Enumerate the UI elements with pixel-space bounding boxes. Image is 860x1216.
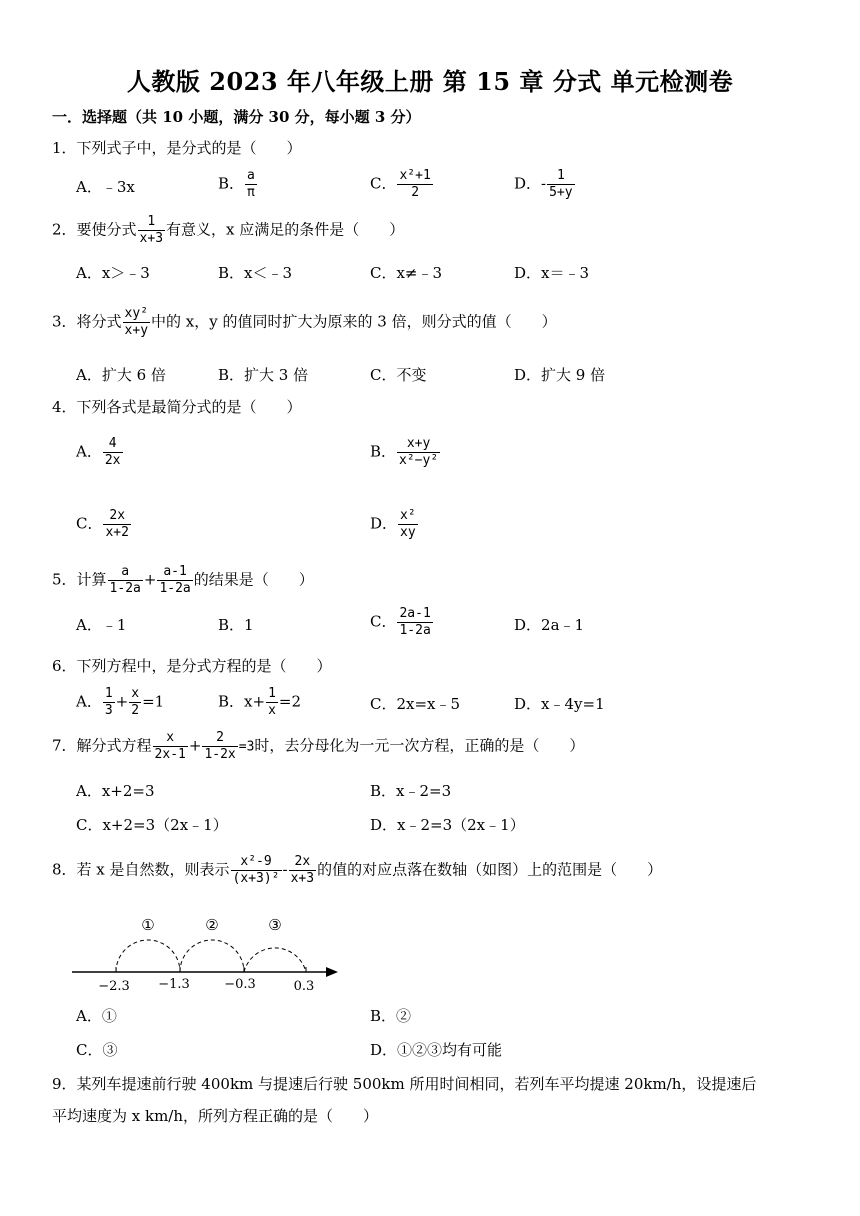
q5-option-c: C． $\frac{2a-1}{1-2a}$: [370, 606, 431, 638]
question-2-stem: 2．要使分式 $\frac{1}{x+3}$ 有意义，x 应满足的条件是（ ）: [52, 214, 405, 246]
q6-option-a: A． $\frac{1}{3}$ + $\frac{x}{2}$ =1: [76, 686, 165, 718]
q8-option-d: D．①②③均有可能: [370, 1041, 503, 1059]
question-4-stem: 4．下列各式是最简分式的是（ ）: [52, 398, 302, 416]
tick-label: −0.3: [224, 977, 256, 992]
region-arc-3: [244, 948, 306, 972]
q7-option-c: C．x+2=3（2x﹣1）: [76, 816, 228, 834]
q3-option-c: C．不变: [370, 366, 427, 384]
question-9-line-2: 平均速度为 x km/h，所列方程正确的是（ ）: [52, 1107, 379, 1125]
question-5-stem: 5．计算 $\frac{a}{1-2a}$ + $\frac{a-1}{1-2a}$ 的结果是（ ）: [52, 564, 314, 596]
q8-option-b: B．②: [370, 1007, 412, 1025]
q2-option-a: A．x＞﹣3: [76, 264, 150, 282]
q4-option-b: B． $\frac{x+y}{\text{x²−y²}}$: [370, 436, 439, 468]
q4-option-c: C． $\frac{2x}{x+2}$: [76, 508, 129, 540]
question-7-stem: 7．解分式方程 $\frac{x}{2x-1}$ + $\frac{2}{1-2x}$ =3时，去分母化为一元一次方程，正确的是（ ）: [52, 730, 585, 762]
q1-option-c: C． $\frac{\text{x²+1}}{2}$: [370, 168, 431, 200]
region-arc-1: [116, 940, 180, 972]
question-6-stem: 6．下列方程中，是分式方程的是（ ）: [52, 657, 332, 675]
arrow-head-icon: [326, 967, 338, 977]
region-label-2: ②: [205, 916, 219, 934]
q8-option-a: A．①: [76, 1007, 117, 1025]
q5-option-b: B．1: [218, 616, 254, 634]
question-8-stem: 8．若 x 是自然数，则表示 $\frac{\text{x²-9}}{\text{(x+3)²}}$ - $\frac{2x}{x+3}$ 的值的对应点落在数轴（如图）上的范围是（ ）: [52, 854, 663, 886]
tick-label: −1.3: [158, 977, 190, 992]
number-line-figure: [66, 910, 356, 996]
q1-option-b: B． $\frac{a}{\pi}$: [218, 168, 255, 200]
q6-option-c: C．2x=x﹣5: [370, 695, 461, 713]
question-3-stem: 3．将分式 $\frac{\text{xy²}}{x+y}$ 中的 x，y 的值同时扩大为原来的 3 倍，则分式的值（ ）: [52, 306, 557, 338]
q6-option-b: B．x+ $\frac{1}{x}$ =2: [218, 686, 302, 718]
question-9-line-1: 9．某列车提速前行驶 400km 与提速后行驶 500km 所用时间相同，若列车平均提速 20km/h，设提速后: [52, 1075, 757, 1093]
q3-option-d: D．扩大 9 倍: [514, 366, 606, 384]
q1-option-d: D．- $\frac{1}{5+y}$: [514, 168, 573, 200]
question-1-stem: 1．下列式子中，是分式的是（ ）: [52, 139, 302, 157]
region-label-3: ③: [268, 916, 282, 934]
q2-option-b: B．x＜﹣3: [218, 264, 293, 282]
q7-option-d: D．x﹣2=3（2x﹣1）: [370, 816, 525, 834]
region-label-1: ①: [141, 916, 155, 934]
q3-option-b: B．扩大 3 倍: [218, 366, 309, 384]
tick-label: 0.3: [293, 979, 315, 994]
region-arc-2: [180, 940, 244, 972]
q3-option-a: A．扩大 6 倍: [76, 366, 166, 384]
q8-option-c: C．③: [76, 1041, 118, 1059]
section-heading: 一．选择题（共 10 小题，满分 30 分，每小题 3 分）: [52, 108, 421, 126]
q2-option-d: D．x＝﹣3: [514, 264, 590, 282]
q4-option-d: D． $\frac{\text{x²}}{xy}$: [370, 508, 416, 540]
q5-option-d: D．2a﹣1: [514, 616, 585, 634]
q5-option-a: A．﹣1: [76, 616, 127, 634]
q6-option-d: D．x﹣4y=1: [514, 695, 605, 713]
tick-label: −2.3: [98, 979, 130, 994]
q7-option-a: A．x+2=3: [76, 782, 155, 800]
q1-option-a: A．﹣3x: [76, 178, 135, 196]
q7-option-b: B．x﹣2=3: [370, 782, 452, 800]
q4-option-a: A． $\frac{4}{2x}$: [76, 436, 121, 468]
q2-option-c: C．x≠﹣3: [370, 264, 443, 282]
page-title: 人教版 2023 年八年级上册 第 15 章 分式 单元检测卷: [126, 67, 734, 96]
